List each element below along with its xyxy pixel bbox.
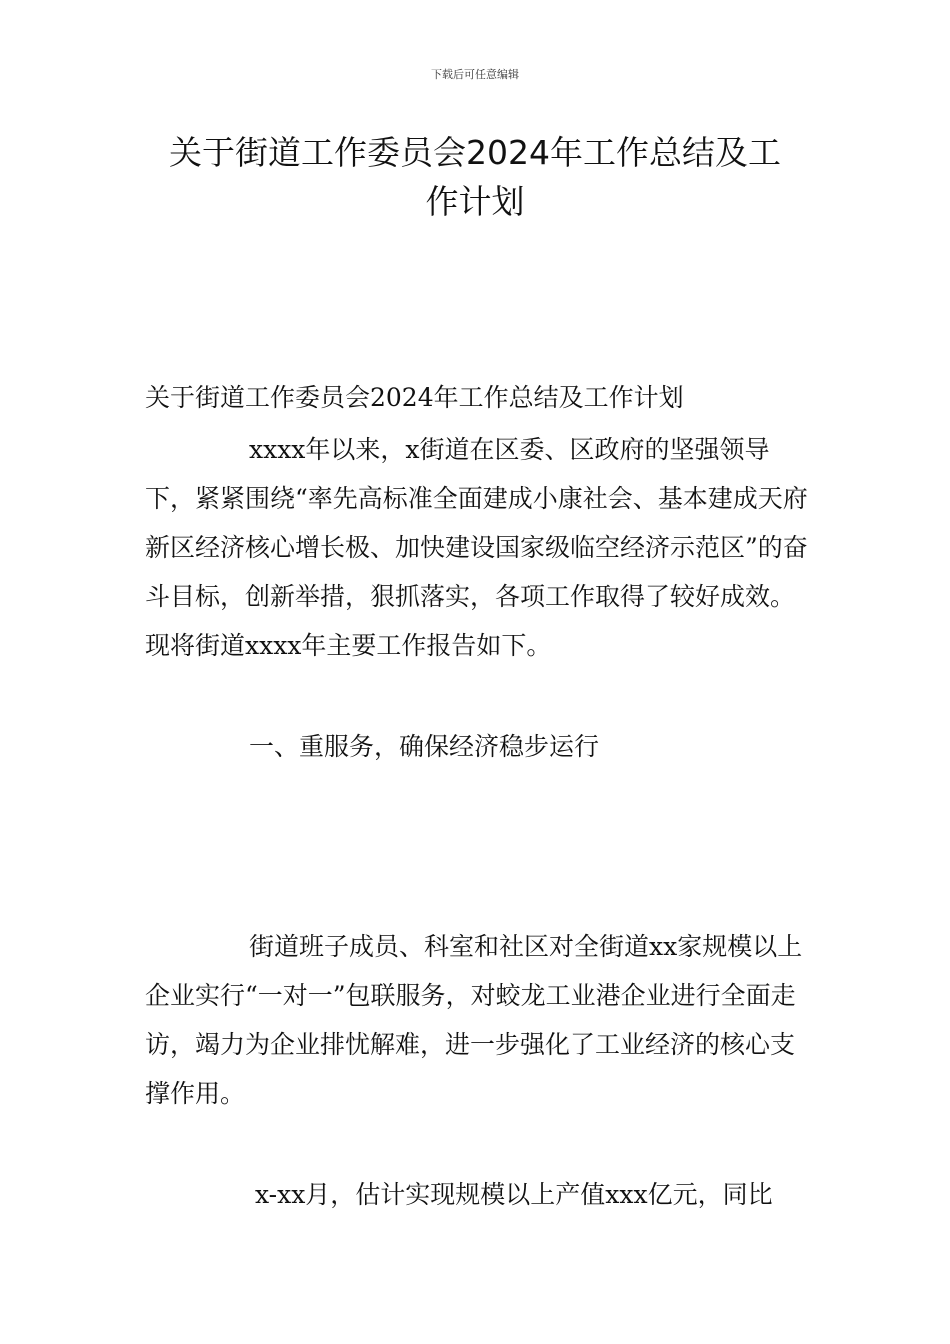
section-heading-1: 一、重服务，确保经济稳步运行: [249, 732, 600, 761]
paragraph-service: 街道班子成员、科室和社区对全街道xx家规模以上企业实行“一对一”包联服务，对蛟龙工业港企业进行全面走访，竭力为企业排忧解难，进一步强化了工业经济的核心支撑作用。: [145, 932, 803, 1108]
paragraph-intro: xxxx年以来，x街道在区委、区政府的坚强领导下，紧紧围绕“率先高标准全面建成小康社会、基本建成天府新区经济核心增长极、加快建设国家级临空经济示范区”的奋斗目标，创新举措，狠抓落实，各项工作取得了较好成效。现将街道xxxx年主要工作报告如下。: [145, 435, 808, 660]
subtitle-line: 关于街道工作委员会2024年工作总结及工作计划: [145, 383, 684, 412]
paragraph-output: x-xx月，估计实现规模以上产值xxx亿元，同比: [255, 1180, 773, 1209]
title-line-1: 关于街道工作委员会2024年工作总结及工: [169, 133, 781, 172]
document-title: [125, 128, 825, 226]
title-line-2: 作计划: [425, 182, 525, 221]
header-note: 下载后可任意编辑: [431, 68, 519, 81]
